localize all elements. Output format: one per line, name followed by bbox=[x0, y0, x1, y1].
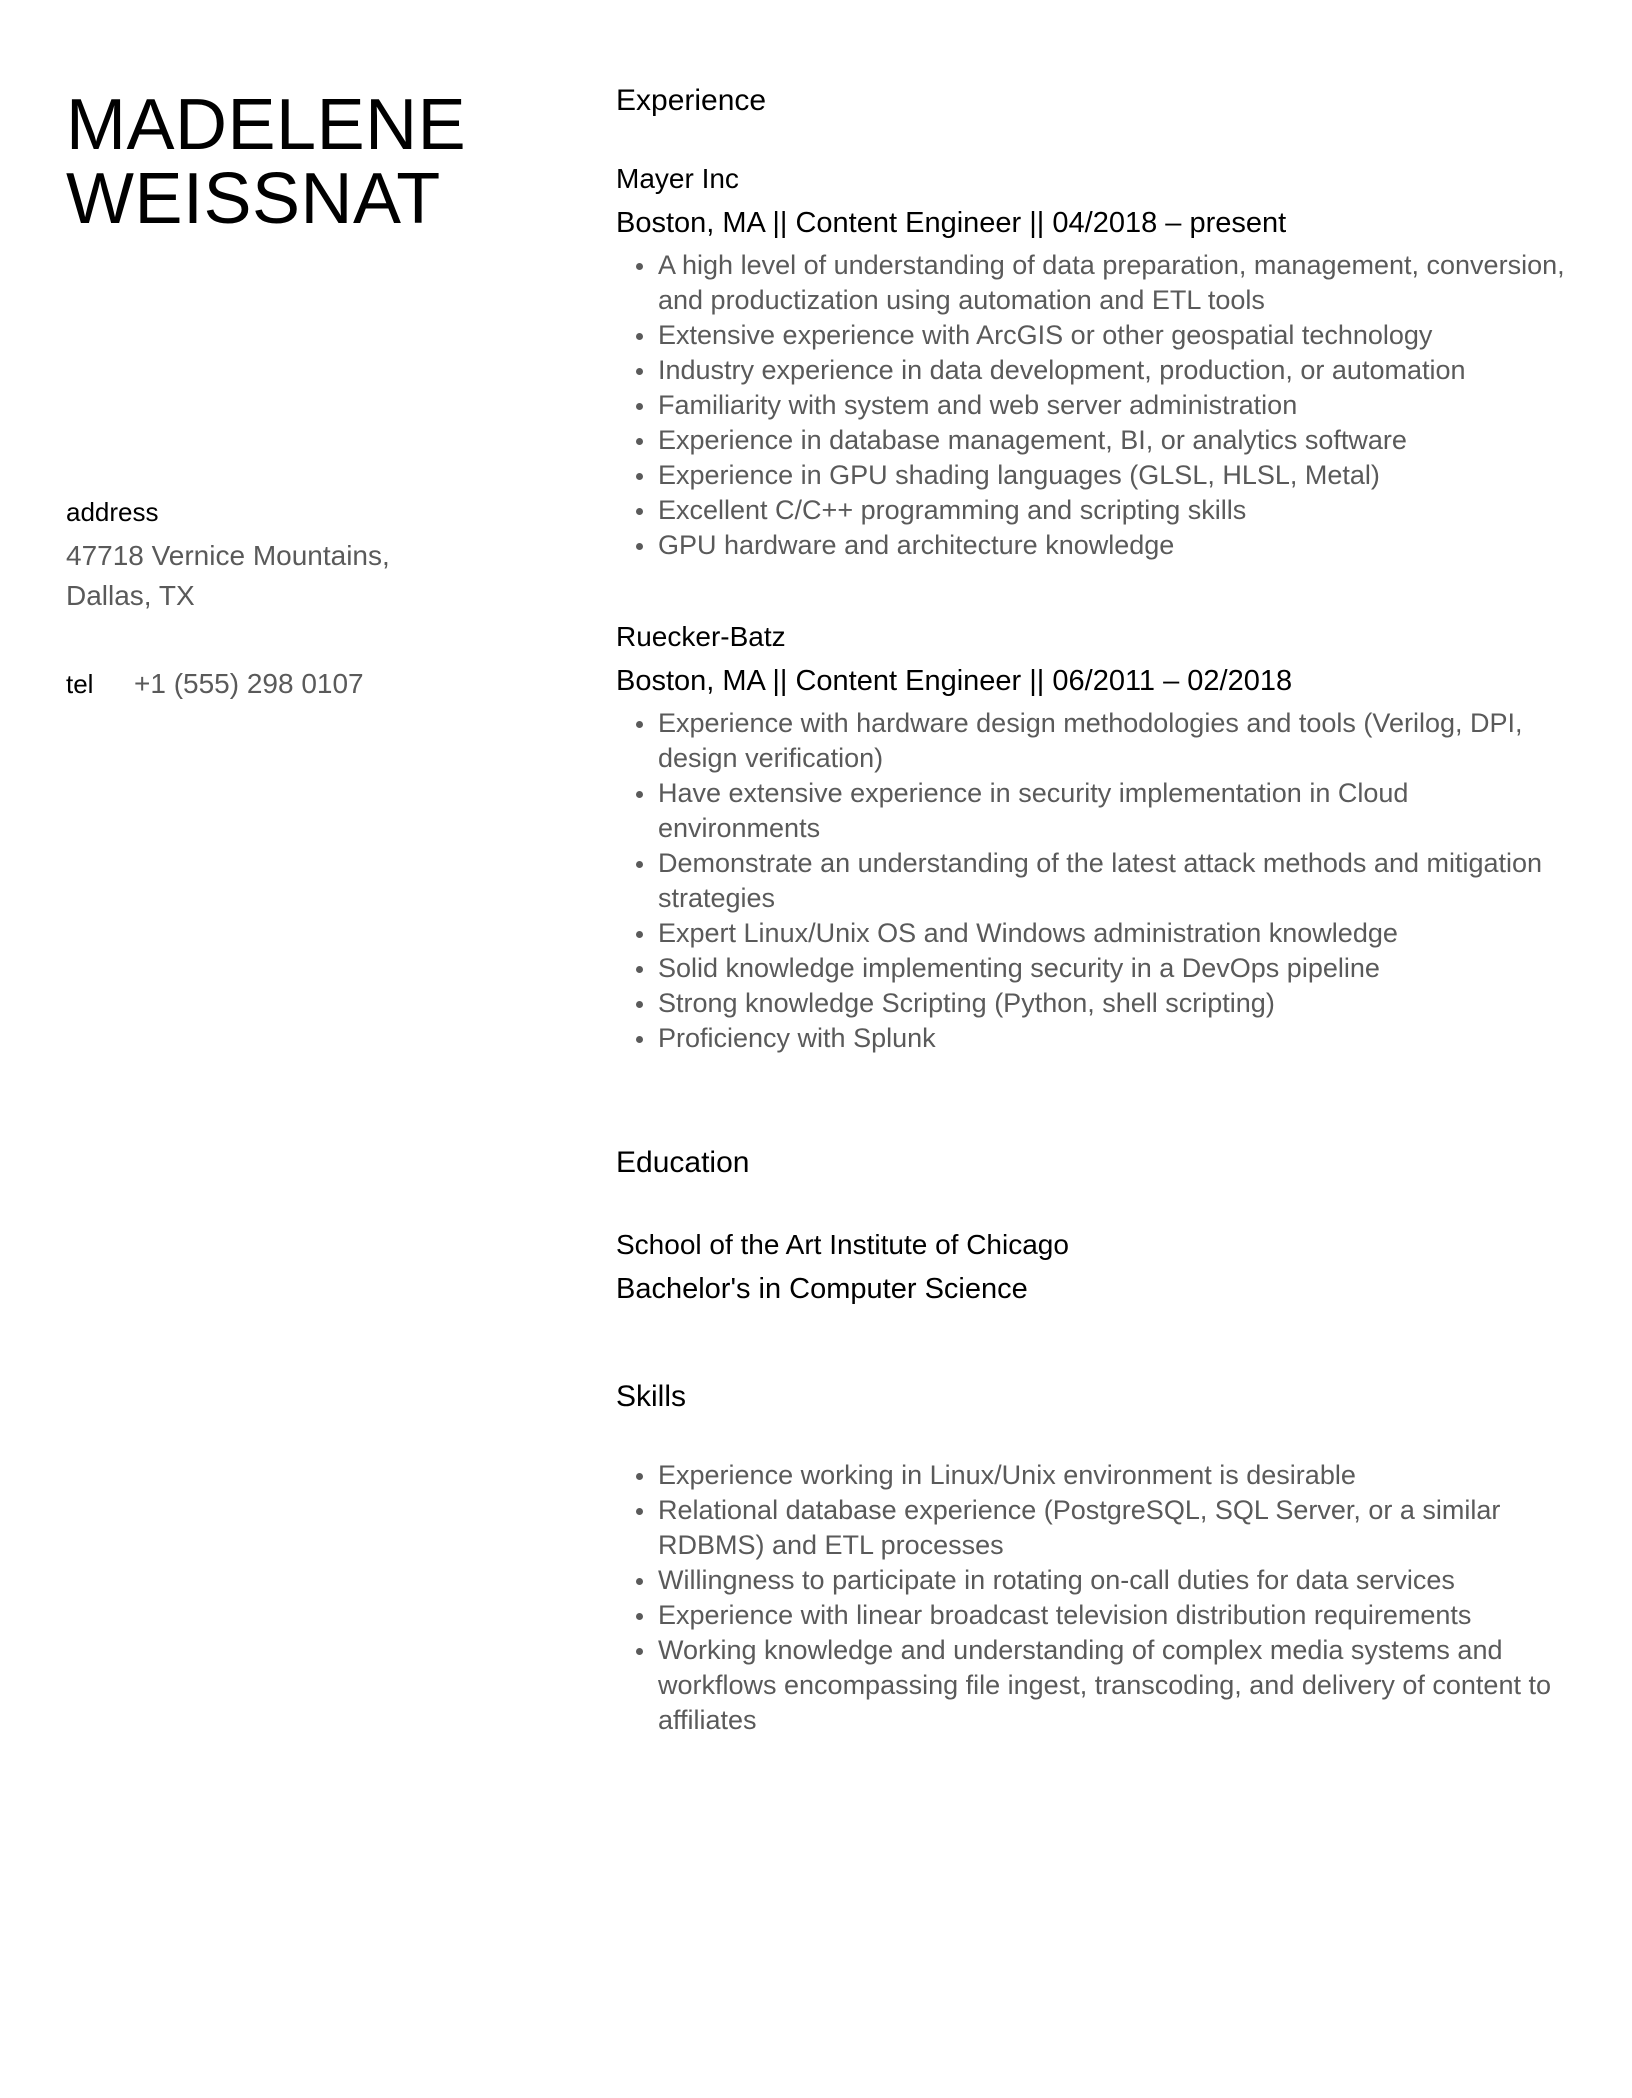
list-item: Industry experience in data development, production, or automation bbox=[616, 353, 1576, 388]
list-item: Have extensive experience in security implementation in Cloud environments bbox=[616, 776, 1576, 846]
list-item: Strong knowledge Scripting (Python, shell scripting) bbox=[616, 986, 1576, 1021]
list-item: Willingness to participate in rotating on-call duties for data services bbox=[616, 1563, 1576, 1598]
address-label: address bbox=[66, 497, 159, 527]
address-line-1: 47718 Vernice Mountains, bbox=[66, 540, 390, 571]
list-item: Working knowledge and understanding of complex media systems and workflows encompassing file ingest, transcoding, and delivery of content to affiliates bbox=[616, 1633, 1576, 1738]
tel-value: +1 (555) 298 0107 bbox=[134, 668, 364, 699]
job-company: Ruecker-Batz bbox=[616, 621, 786, 652]
list-item: Experience with linear broadcast television distribution requirements bbox=[616, 1598, 1576, 1633]
school-name: School of the Art Institute of Chicago bbox=[616, 1229, 1069, 1260]
list-item: Familiarity with system and web server administration bbox=[616, 388, 1576, 423]
list-item: Solid knowledge implementing security in a DevOps pipeline bbox=[616, 951, 1576, 986]
job-company: Mayer Inc bbox=[616, 163, 739, 194]
list-item: GPU hardware and architecture knowledge bbox=[616, 528, 1576, 563]
list-item: Relational database experience (PostgreSQL, SQL Server, or a similar RDBMS) and ETL processes bbox=[616, 1493, 1576, 1563]
first-name: MADELENE bbox=[66, 85, 467, 165]
list-item: Experience in database management, BI, or analytics software bbox=[616, 423, 1576, 458]
list-item: Experience in GPU shading languages (GLSL, HLSL, Metal) bbox=[616, 458, 1576, 493]
list-item: Extensive experience with ArcGIS or other geospatial technology bbox=[616, 318, 1576, 353]
list-item: Demonstrate an understanding of the latest attack methods and mitigation strategies bbox=[616, 846, 1576, 916]
education-heading: Education bbox=[616, 1146, 750, 1179]
last-name: WEISSNAT bbox=[66, 159, 441, 239]
address-line-2: Dallas, TX bbox=[66, 580, 195, 611]
job-bullets bbox=[616, 248, 1576, 563]
tel-row bbox=[66, 668, 364, 700]
list-item: Experience working in Linux/Unix environment is desirable bbox=[616, 1458, 1576, 1493]
job-bullets bbox=[616, 706, 1576, 1056]
list-item: Proficiency with Splunk bbox=[616, 1021, 1576, 1056]
job-meta: Boston, MA || Content Engineer || 04/2018 – present bbox=[616, 207, 1287, 239]
list-item: Expert Linux/Unix OS and Windows administration knowledge bbox=[616, 916, 1576, 951]
skills-list bbox=[616, 1458, 1576, 1738]
skills-heading: Skills bbox=[616, 1380, 687, 1413]
list-item: Excellent C/C++ programming and scripting skills bbox=[616, 493, 1576, 528]
degree: Bachelor's in Computer Science bbox=[616, 1273, 1028, 1305]
list-item: Experience with hardware design methodologies and tools (Verilog, DPI, design verification) bbox=[616, 706, 1576, 776]
tel-label: tel bbox=[66, 669, 94, 699]
experience-heading: Experience bbox=[616, 84, 767, 117]
job-meta: Boston, MA || Content Engineer || 06/2011 – 02/2018 bbox=[616, 665, 1293, 697]
address-value bbox=[66, 536, 390, 616]
list-item: A high level of understanding of data preparation, management, conversion, and productization using automation and ETL tools bbox=[616, 248, 1576, 318]
candidate-name bbox=[66, 85, 467, 239]
